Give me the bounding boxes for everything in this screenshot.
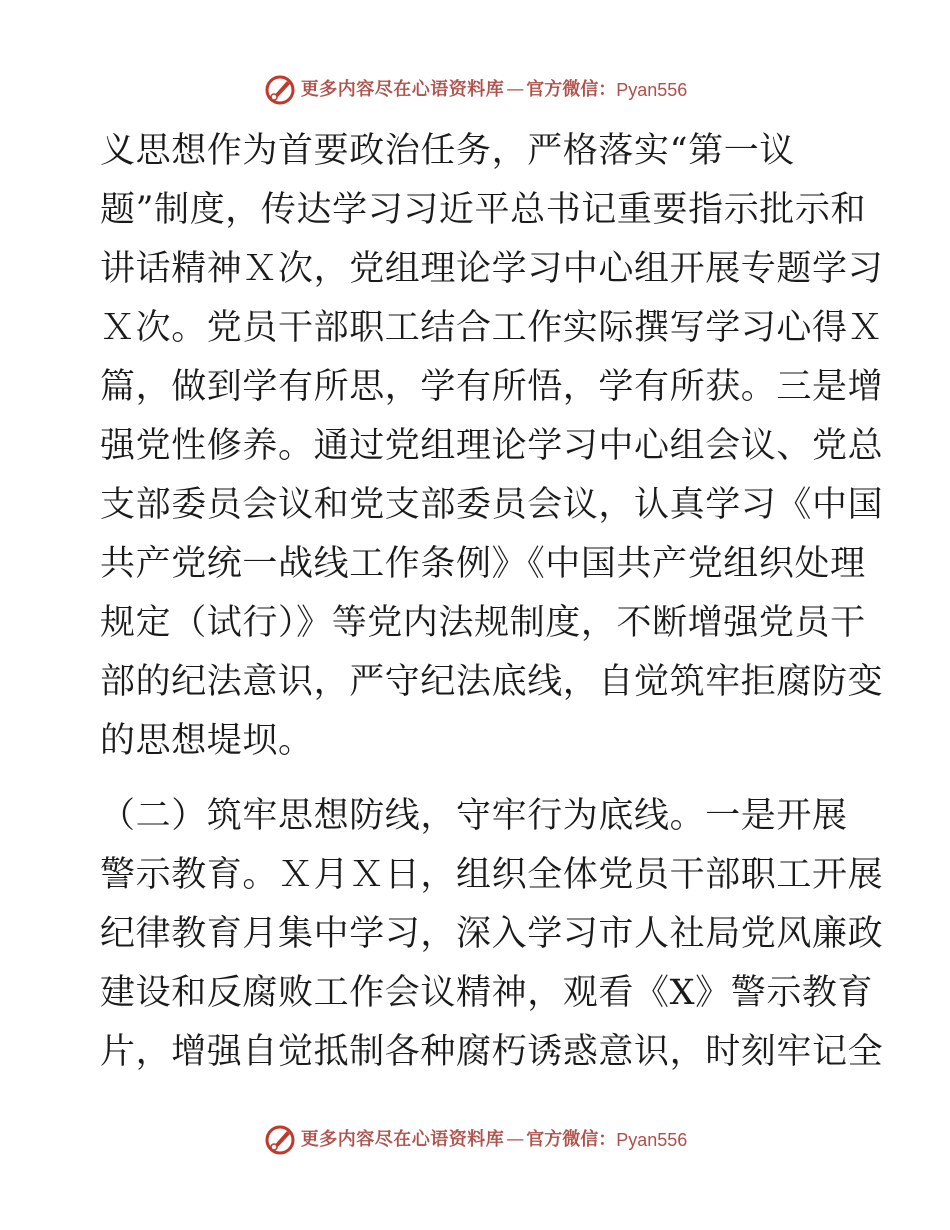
brush-logo-icon	[263, 1123, 297, 1157]
paragraph-2	[100, 787, 884, 1082]
paragraph-1	[100, 122, 884, 771]
text-line: 支部委员会议和党支部委员会议，认真学习《中国	[100, 485, 884, 525]
text-line: 讲话精神Ｘ次，党组理论学习中心组开展专题学习	[100, 249, 884, 289]
text-line: 警示教育。Ｘ月Ｘ日，组织全体党员干部职工开展	[100, 855, 884, 895]
section-heading-line: （二）筑牢思想防线，守牢行为底线。一是开展	[100, 796, 848, 836]
text-line: 规定（试行）》等党内法规制度，不断增强党员干	[100, 603, 866, 643]
footer-wechat-label: 官方微信：	[526, 1129, 617, 1150]
footer-slogan: 更多内容尽在心语资料库	[300, 1129, 505, 1150]
header-wechat-label: 官方微信：	[526, 79, 617, 100]
footer-wechat-account: Pyan556	[616, 1130, 688, 1150]
text-line: 强党性修养。通过党组理论学习中心组会议、党总	[100, 426, 884, 466]
footer-banner	[0, 1120, 950, 1160]
brush-logo-icon	[263, 73, 297, 107]
text-line: 的思想堤坝。	[100, 721, 314, 761]
text-line: 纪律教育月集中学习，深入学习市人社局党风廉政	[100, 914, 884, 954]
header-separator: —	[506, 79, 525, 100]
text-line: Ｘ次。党员干部职工结合工作实际撰写学习心得Ｘ	[100, 308, 884, 348]
text-line: 部的纪法意识，严守纪法底线，自觉筑牢拒腐防变	[100, 662, 884, 702]
text-line: 篇，做到学有所思，学有所悟，学有所获。三是增	[100, 367, 884, 407]
header-banner	[0, 70, 950, 110]
text-line: 题”制度，传达学习习近平总书记重要指示批示和	[100, 190, 867, 230]
text-line: 义思想作为首要政治任务，严格落实“第一议	[100, 131, 795, 171]
text-line: 建设和反腐败工作会议精神，观看《X》警示教育	[100, 973, 874, 1013]
text-line: 片，增强自觉抵制各种腐朽诱惑意识，时刻牢记全	[100, 1032, 884, 1072]
header-wechat-account: Pyan556	[616, 80, 688, 100]
footer-separator: —	[506, 1129, 525, 1150]
text-line: 共产党统一战线工作条例》《中国共产党组织处理	[100, 544, 866, 584]
header-slogan: 更多内容尽在心语资料库	[300, 79, 505, 100]
document-body	[100, 122, 884, 1082]
